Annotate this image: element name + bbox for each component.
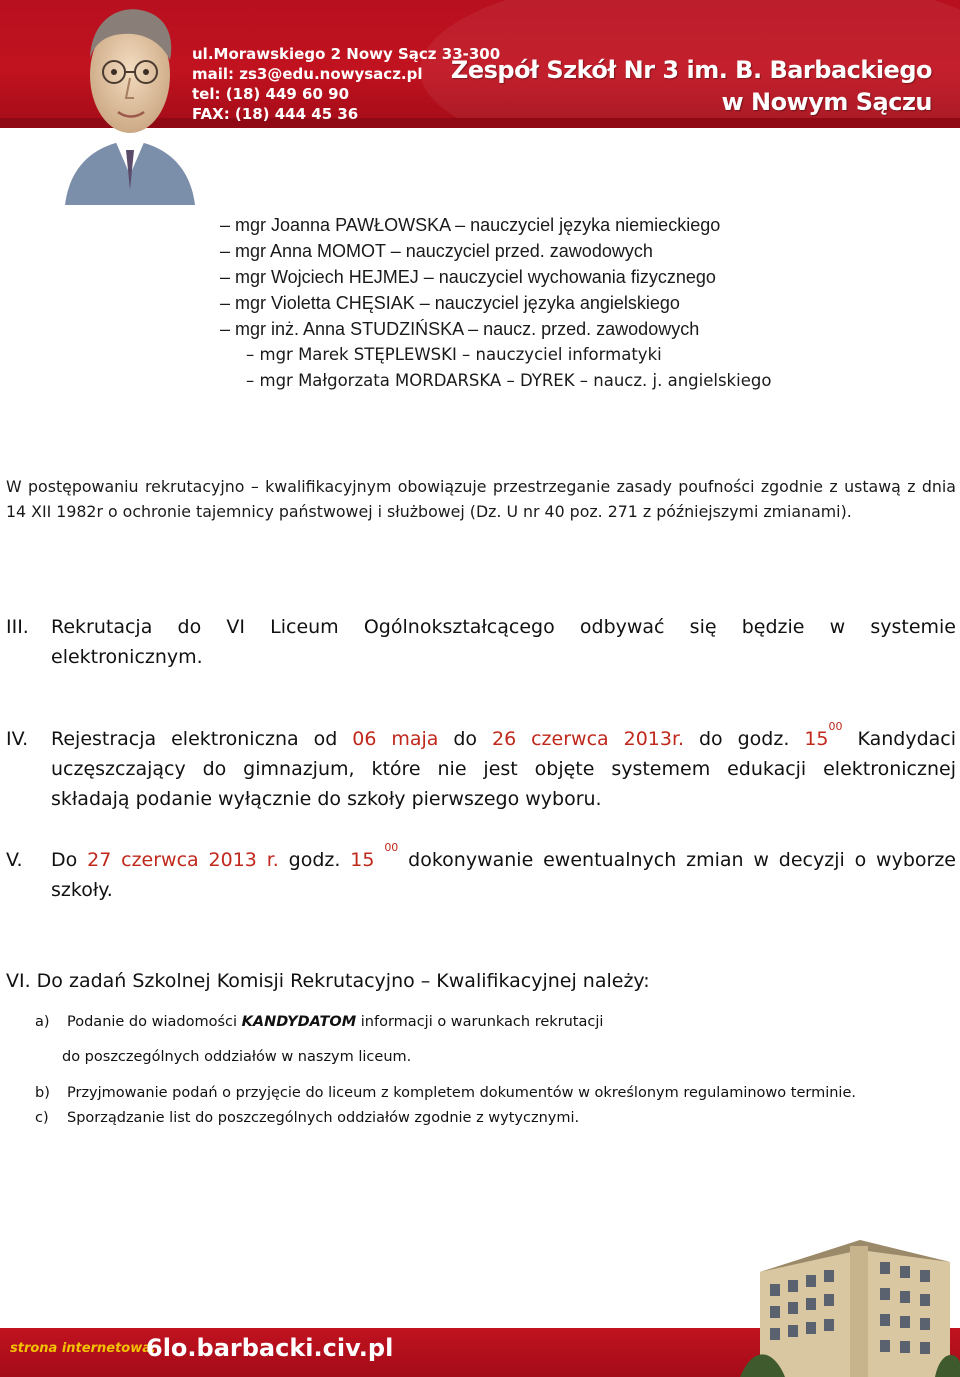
task-item-a bbox=[67, 1012, 603, 1032]
patron-portrait-image bbox=[60, 0, 200, 205]
section4-text: do godz. bbox=[684, 728, 805, 750]
section5-line bbox=[51, 841, 957, 875]
deadline-hour: 15 bbox=[804, 728, 829, 750]
staff-item: – mgr Wojciech HEJMEJ – nauczyciel wychowania fizycznego bbox=[220, 267, 716, 287]
task-text: Podanie do wiadomości bbox=[67, 1014, 242, 1030]
section4-text: Rejestracja elektroniczna od bbox=[51, 728, 353, 750]
footer-website-label: strona internetowa: bbox=[10, 1341, 157, 1356]
task-item-c: Sporządzanie list do poszczególnych oddziałów zgodnie z wytycznymi. bbox=[67, 1110, 580, 1126]
staff-item: – mgr Małgorzata MORDARSKA – DYREK – naucz. j. angielskiego bbox=[246, 371, 772, 390]
staff-item: – mgr inż. Anna STUDZIŃSKA – naucz. przed. zawodowych bbox=[220, 319, 700, 339]
section6-title: VI. Do zadań Szkolnej Komisji Rekrutacyjno – Kwalifikacyjnej należy: bbox=[6, 970, 650, 992]
task-text: informacji o warunkach rekrutacji bbox=[356, 1014, 604, 1030]
confidentiality-text-1: W postępowaniu rekrutacyjno – kwalifikacyjnym obowiązuje przestrzeganie zasady poufności zgodnie z ustawą z dnia 14 XII 1982r o ochronie tajemnicy państwowej i służbowej (Dz. bbox=[6, 477, 956, 521]
address-text: ul.Morawskiego 2 Nowy Sącz 33-300 bbox=[192, 45, 501, 63]
section4-line bbox=[51, 720, 956, 754]
staff-item: – mgr Violetta CHĘSIAK – nauczyciel języka angielskiego bbox=[220, 293, 680, 313]
mail-text: mail: zs3@edu.nowysacz.pl bbox=[192, 65, 423, 83]
deadline-minute: 00 bbox=[828, 720, 843, 733]
footer-website-link[interactable]: 6lo.barbacki.civ.pl bbox=[146, 1334, 394, 1362]
start-date: 06 maja bbox=[352, 728, 439, 750]
section-number: III. bbox=[6, 616, 29, 638]
task-marker: b) bbox=[35, 1085, 50, 1101]
section5-text: godz. bbox=[278, 849, 351, 871]
school-name-line2: w Nowym Sączu bbox=[721, 88, 932, 116]
staff-item: – mgr Anna MOMOT – nauczyciel przed. zawodowych bbox=[220, 241, 653, 261]
section5-text: dokonywanie ewentualnych zmian w decyzji o wyborze bbox=[398, 849, 957, 871]
phone-text: tel: (18) 449 60 90 bbox=[192, 85, 350, 103]
section4-line: uczęszczający do gimnazjum, które nie jest objęte systemem edukacji elektronicznej bbox=[51, 758, 956, 780]
school-name bbox=[451, 54, 932, 118]
section5-text: Do bbox=[51, 849, 88, 871]
change-date: 27 czerwca 2013 r. bbox=[87, 849, 279, 871]
school-name-line1: Zespół Szkół Nr 3 im. B. Barbackiego bbox=[450, 56, 932, 84]
change-minute: 00 bbox=[384, 841, 399, 854]
section4-text: do bbox=[438, 728, 492, 750]
section4-text: Kandydaci bbox=[842, 728, 956, 750]
school-building-image bbox=[740, 1232, 960, 1377]
change-hour: 15 bbox=[350, 849, 385, 871]
section-number: IV. bbox=[6, 728, 29, 750]
task-emphasis: KANDYDATOM bbox=[241, 1014, 357, 1030]
task-marker: a) bbox=[35, 1014, 50, 1030]
task-item-a-continued: do poszczególnych oddziałów w naszym liceum. bbox=[62, 1049, 412, 1065]
staff-item: – mgr Joanna PAWŁOWSKA – nauczyciel języka niemieckiego bbox=[220, 215, 721, 235]
section3-line: Rekrutacja do VI Liceum Ogólnokształcącego odbywać się będzie w systemie bbox=[51, 616, 956, 638]
staff-item: – mgr Marek STĘPLEWSKI – nauczyciel informatyki bbox=[246, 345, 662, 364]
confidentiality-paragraph bbox=[6, 474, 956, 524]
end-date: 26 czerwca 2013r. bbox=[492, 728, 685, 750]
section-number: V. bbox=[6, 849, 23, 871]
task-item-b: Przyjmowanie podań o przyjęcie do liceum z kompletem dokumentów w określonym regulaminowo terminie. bbox=[67, 1085, 856, 1101]
confidentiality-text-2: U nr 40 poz. 271 z późniejszymi zmianami). bbox=[501, 502, 852, 521]
task-marker: c) bbox=[35, 1110, 49, 1126]
section3-line: elektronicznym. bbox=[51, 646, 203, 668]
section4-line: składają podanie wyłącznie do szkoły pierwszego wyboru. bbox=[51, 788, 602, 810]
fax-text: FAX: (18) 444 45 36 bbox=[192, 105, 359, 123]
section5-line: szkoły. bbox=[51, 879, 113, 901]
